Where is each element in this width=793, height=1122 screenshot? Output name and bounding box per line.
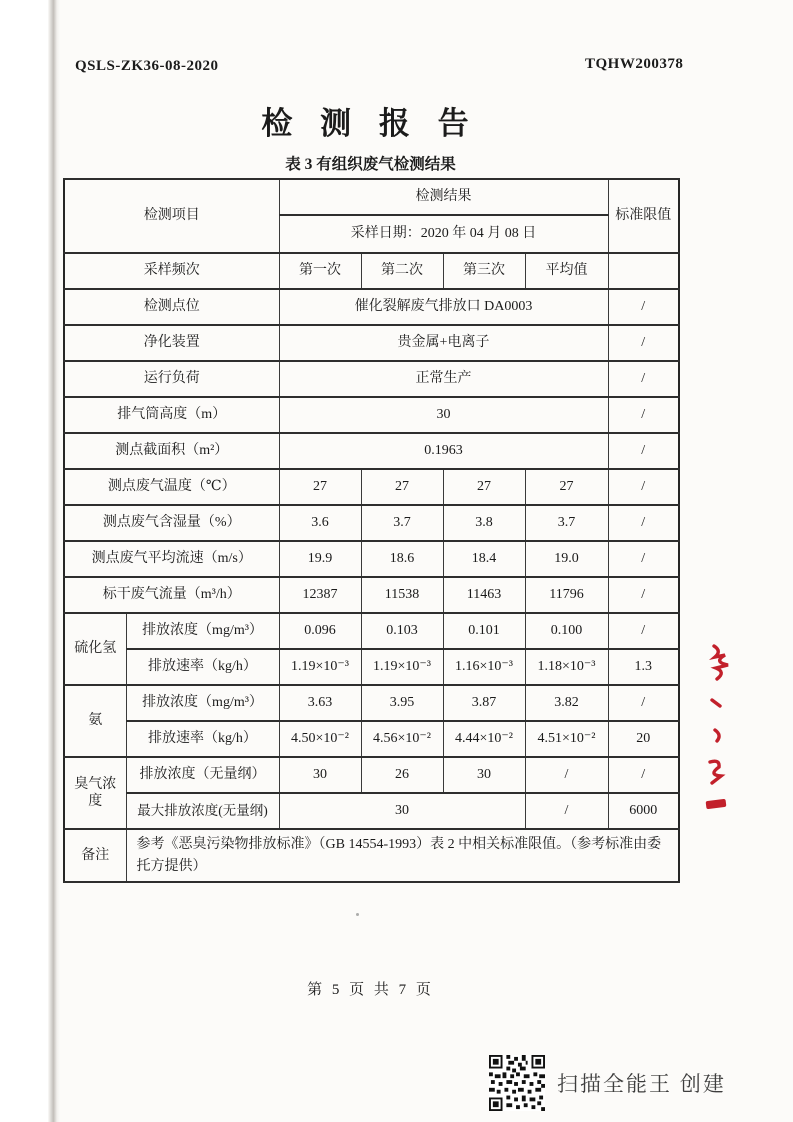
group-label-h2s: 硫化氢	[64, 613, 126, 685]
table-row	[64, 757, 679, 793]
report-code-right: TQHW200378	[585, 56, 684, 72]
value-cell: 3.6	[279, 505, 361, 541]
table-row	[64, 397, 679, 433]
header-item: 检测项目	[64, 179, 279, 253]
value-cell: 26	[361, 757, 443, 793]
table-row	[64, 613, 679, 649]
table-row	[64, 721, 679, 757]
table-row	[64, 361, 679, 397]
value-cell: 1.19×10⁻³	[361, 649, 443, 685]
value-cell: 19.9	[279, 541, 361, 577]
table-row	[64, 469, 679, 505]
sub-label: 排放速率（kg/h）	[126, 721, 279, 757]
page-number: 第 5 页 共 7 页	[307, 982, 434, 998]
value-cell: 11538	[361, 577, 443, 613]
sub-label: 最大排放浓度(无量纲)	[126, 793, 279, 829]
value-cell: 30	[279, 397, 608, 433]
limit-cell: /	[608, 289, 679, 325]
frequency-row	[64, 253, 679, 289]
value-cell: 3.8	[443, 505, 525, 541]
table-row	[64, 649, 679, 685]
limit-cell: /	[608, 505, 679, 541]
value-cell: 4.50×10⁻²	[279, 721, 361, 757]
sub-label: 排放浓度（mg/m³）	[126, 613, 279, 649]
table-row	[64, 433, 679, 469]
limit-cell: /	[608, 397, 679, 433]
scanner-watermark: 扫描全能王 创建	[557, 1073, 726, 1096]
value-cell: 4.44×10⁻²	[443, 721, 525, 757]
row-label: 排气筒高度（m）	[64, 397, 279, 433]
group-label-ammonia: 氨	[64, 685, 126, 757]
limit-cell: /	[608, 433, 679, 469]
table-row	[64, 505, 679, 541]
value-cell: 11463	[443, 577, 525, 613]
scan-edge-shadow	[48, 0, 60, 1122]
sample-date: 采样日期：2020 年 04 月 08 日	[279, 215, 608, 253]
value-cell: 30	[443, 757, 525, 793]
value-cell: 1.16×10⁻³	[443, 649, 525, 685]
table-row	[64, 325, 679, 361]
value-cell: 0.103	[361, 613, 443, 649]
value-cell: 3.82	[525, 685, 608, 721]
freq-label: 采样频次	[64, 253, 279, 289]
remark-text: 参考《恶臭污染物排放标准》（GB 14554-1993）表 2 中相关标准限值。（参考标准由委托方提供）	[126, 829, 679, 882]
value-cell: 0.1963	[279, 433, 608, 469]
value-cell: 12387	[279, 577, 361, 613]
freq-col-3: 第三次	[443, 253, 525, 289]
value-cell: 0.101	[443, 613, 525, 649]
sub-label: 排放浓度（无量纲）	[126, 757, 279, 793]
sub-label: 排放浓度（mg/m³）	[126, 685, 279, 721]
row-label: 运行负荷	[64, 361, 279, 397]
freq-col-2: 第二次	[361, 253, 443, 289]
value-cell: 27	[443, 469, 525, 505]
row-label: 标干废气流量（m³/h）	[64, 577, 279, 613]
value-cell: 18.6	[361, 541, 443, 577]
table-row	[64, 289, 679, 325]
value-cell: 27	[525, 469, 608, 505]
value-cell: 催化裂解废气排放口 DA0003	[279, 289, 608, 325]
freq-limit-empty	[608, 253, 679, 289]
value-cell: 3.87	[443, 685, 525, 721]
limit-cell: /	[608, 577, 679, 613]
value-cell: 贵金属+电离子	[279, 325, 608, 361]
table-row	[64, 685, 679, 721]
limit-cell: 6000	[608, 793, 679, 829]
limit-cell: /	[608, 685, 679, 721]
value-cell: 30	[279, 757, 361, 793]
value-cell: 3.7	[361, 505, 443, 541]
value-cell: 3.7	[525, 505, 608, 541]
limit-cell: /	[608, 325, 679, 361]
value-cell: 3.95	[361, 685, 443, 721]
table-row	[64, 577, 679, 613]
row-label: 净化装置	[64, 325, 279, 361]
scan-margin	[0, 0, 48, 1122]
value-cell: 4.51×10⁻²	[525, 721, 608, 757]
row-label: 测点废气平均流速（m/s）	[64, 541, 279, 577]
value-cell: /	[525, 757, 608, 793]
value-cell: 正常生产	[279, 361, 608, 397]
limit-cell: /	[608, 541, 679, 577]
scan-speck	[356, 913, 359, 916]
value-cell: 18.4	[443, 541, 525, 577]
value-cell: 27	[279, 469, 361, 505]
value-cell: 4.56×10⁻²	[361, 721, 443, 757]
value-cell: 0.100	[525, 613, 608, 649]
report-title: 检 测 报 告	[261, 106, 479, 141]
value-cell: 0.096	[279, 613, 361, 649]
sub-label: 排放速率（kg/h）	[126, 649, 279, 685]
value-cell: 1.18×10⁻³	[525, 649, 608, 685]
remark-row	[64, 829, 679, 882]
header-row-1	[64, 179, 679, 215]
header-limit: 标准限值	[608, 179, 679, 253]
limit-cell: /	[608, 757, 679, 793]
limit-cell: 1.3	[608, 649, 679, 685]
report-code-left: QSLS-ZK36-08-2020	[75, 58, 219, 74]
row-label: 检测点位	[64, 289, 279, 325]
value-cell: 30	[279, 793, 525, 829]
results-table	[63, 178, 680, 883]
value-cell: 3.63	[279, 685, 361, 721]
limit-cell: /	[608, 469, 679, 505]
value-cell: /	[525, 793, 608, 829]
table-row	[64, 541, 679, 577]
remark-label: 备注	[64, 829, 126, 882]
limit-cell: /	[608, 613, 679, 649]
value-cell: 27	[361, 469, 443, 505]
limit-cell: /	[608, 361, 679, 397]
row-label: 测点废气温度（℃）	[64, 469, 279, 505]
freq-col-4: 平均值	[525, 253, 608, 289]
red-seal-fragment	[699, 630, 735, 830]
table-caption: 表 3 有组织废气检测结果	[285, 156, 456, 173]
value-cell: 19.0	[525, 541, 608, 577]
value-cell: 11796	[525, 577, 608, 613]
group-label-odor: 臭气浓度	[64, 757, 126, 829]
row-label: 测点废气含湿量（%）	[64, 505, 279, 541]
limit-cell: 20	[608, 721, 679, 757]
table-row	[64, 793, 679, 829]
header-result: 检测结果	[279, 179, 608, 215]
freq-col-1: 第一次	[279, 253, 361, 289]
value-cell: 1.19×10⁻³	[279, 649, 361, 685]
row-label: 测点截面积（m²）	[64, 433, 279, 469]
qr-code	[489, 1055, 545, 1111]
